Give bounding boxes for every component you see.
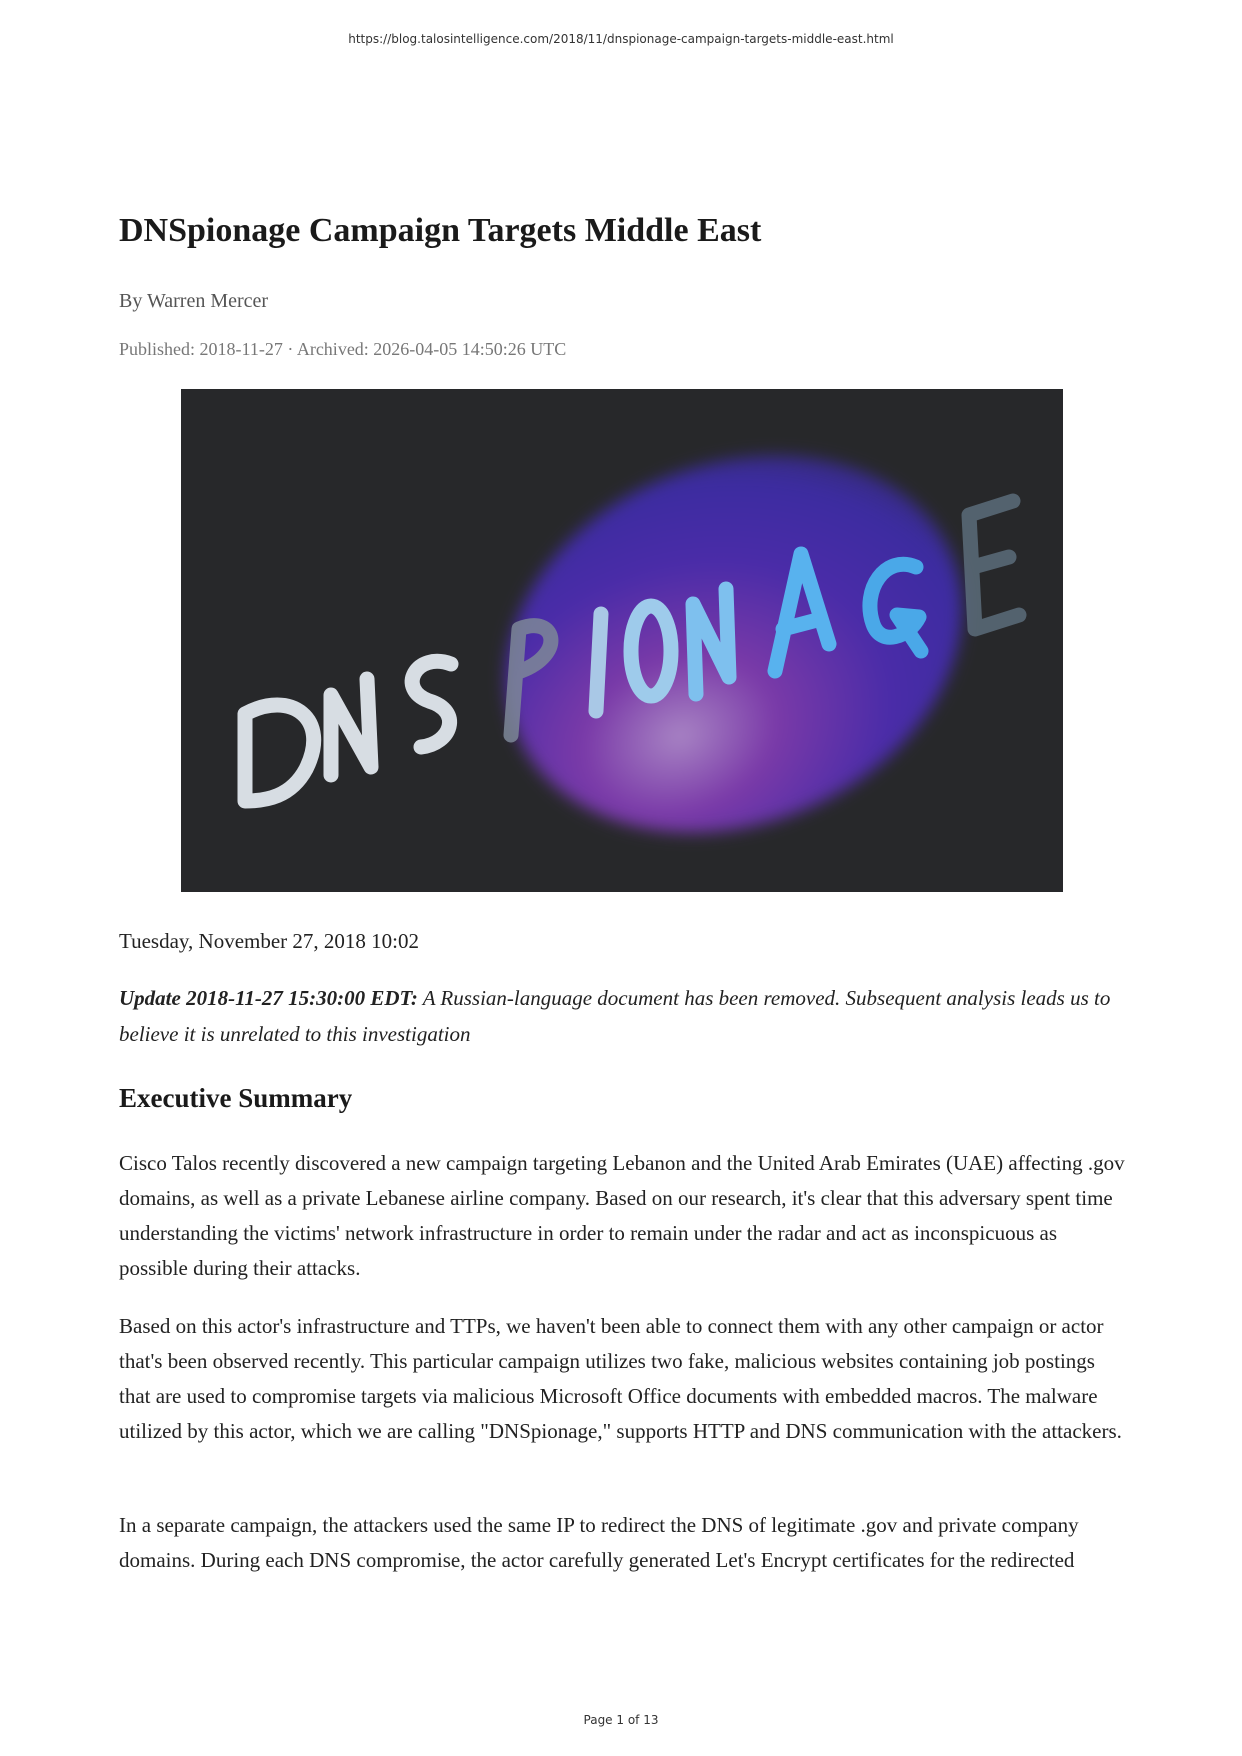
- hero-image: [181, 389, 1063, 892]
- body-paragraph-3: In a separate campaign, the attackers used the same IP to redirect the DNS of legitimate .gov and private company domains. During each DNS compromise, the actor carefully generated Let's Encrypt certificates for the redirected: [119, 1513, 1079, 1572]
- dnspionage-logo: [181, 389, 1063, 892]
- body-paragraph-1: Cisco Talos recently discovered a new campaign targeting Lebanon and the United Arab Emirates (UAE) affecting .gov domains, as well as a private Lebanese airline company. Based on our research, it's clear that this adversary spent time understanding the victims' network infrastructure in order to remain under the radar and act as inconspicuous as possible during their attacks.: [119, 1151, 1125, 1280]
- article-date: Tuesday, November 27, 2018 10:02: [119, 929, 420, 953]
- article-title: DNSpionage Campaign Targets Middle East: [119, 212, 762, 249]
- section-heading: Executive Summary: [119, 1083, 353, 1113]
- update-note: [119, 980, 1129, 1052]
- update-label: Update 2018-11-27 15:30:00 EDT:: [119, 986, 418, 1010]
- published-info: Published: 2018-11-27 · Archived: 2026-04-05 14:50:26 UTC: [119, 339, 567, 359]
- page-number: Page 1 of 13: [583, 1713, 659, 1727]
- page-url-header: https://blog.talosintelligence.com/2018/11/dnspionage-campaign-targets-middle-east.html: [348, 32, 894, 46]
- article-byline: By Warren Mercer: [119, 290, 269, 312]
- body-paragraph-2: Based on this actor's infrastructure and TTPs, we haven't been able to connect them with any other campaign or actor that's been observed recently. This particular campaign utilizes two fake, malicious websites containing job postings that are used to compromise targets via malicious Microsoft Office documents with embedded macros. The malware utilized by this actor, which we are calling "DNSpionage," supports HTTP and DNS communication with the attackers.: [119, 1314, 1122, 1443]
- update-text: A Russian-language document has been removed. Subsequent analysis leads us to believe it is unrelated to this investigation: [119, 986, 1111, 1046]
